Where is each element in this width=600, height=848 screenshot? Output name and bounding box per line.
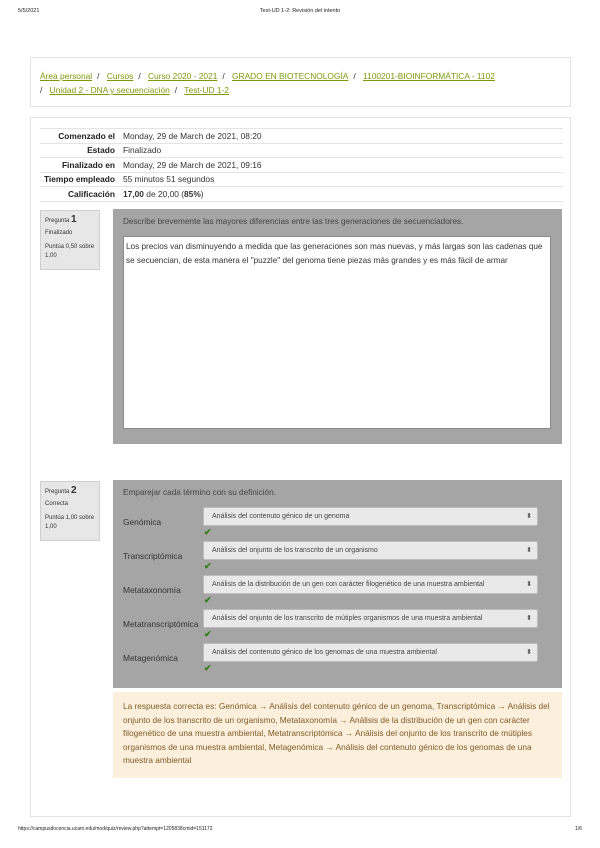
question-number-value: 1 (71, 214, 77, 225)
breadcrumb-courses[interactable]: Cursos (106, 71, 134, 81)
match-selected-value: Análisis del contenuto génico de un genoma (212, 513, 350, 520)
breadcrumb-course[interactable]: 1100201-BIOINFORMÁTICA - 1102 (363, 71, 495, 81)
grade-mid: de 20,00 ( (143, 188, 185, 199)
quiz-review-region (30, 117, 571, 817)
question-number (45, 486, 95, 497)
match-row (123, 541, 552, 575)
match-select[interactable] (203, 609, 538, 628)
question-text: Emparejar cada término con su definición. (123, 488, 276, 497)
grade-end: ) (200, 188, 204, 199)
print-title: Test-UD 1-2: Revisión del intento (259, 8, 341, 14)
summary-label: Calificación (67, 188, 115, 199)
question-number-value: 2 (71, 485, 77, 496)
breadcrumb-separator: / (353, 71, 356, 81)
breadcrumb-degree[interactable]: GRADO EN BIOTECNOLOGÍA (232, 71, 349, 81)
essay-answer-box: Los precios van disminuyendo a medida que las generaciones son mas nuevas, y más largas son las cadenas que se secuencian, de esta manera el "puzzle" del genoma tiene piezas más grandes y es más fácil de armar (123, 236, 551, 429)
breadcrumb-separator: / (138, 71, 141, 81)
question-2-info (40, 481, 100, 541)
match-selected-value: Análisis del contenuto génico de los genomas de una muestra ambiental (212, 649, 437, 656)
match-row (123, 507, 552, 541)
summary-value: Monday, 29 de March de 2021, 08:20 (123, 130, 262, 141)
select-arrows-icon: ⬍ (526, 649, 532, 656)
summary-value: Finalizado (123, 145, 162, 156)
breadcrumb-separator: / (174, 85, 178, 95)
breadcrumb-year[interactable]: Curso 2020 - 2021 (148, 71, 218, 81)
breadcrumb-unit[interactable]: Unidad 2 - DNA y secuenciación (49, 85, 170, 95)
attempt-summary-table (40, 128, 563, 202)
summary-row-started (40, 129, 563, 144)
select-arrows-icon: ⬍ (526, 513, 532, 520)
match-term: Transcriptómica (123, 551, 183, 561)
check-icon: ✔ (204, 663, 212, 673)
match-select[interactable] (203, 643, 538, 662)
right-answer-feedback: La respuesta correcta es: Genómica → Análisis del contenuto génico de un genoma, Transcriptómica → Análisis del onjunto de los transcrito de un organismo, Metataxonomía → Análisis de la distribución de un gen con carácter filogenético de una muestra ambiental, Metatranscriptómica → Análisis del onjunto de los transcrito de mútiples organismos de una muestra ambiental, Metagenómica → Análisis del contenuto génico de los genomas de una muestra ambiental (113, 692, 562, 778)
select-arrows-icon: ⬍ (526, 615, 532, 622)
summary-row-grade (40, 187, 563, 202)
print-date: 5/5/2021 (18, 8, 40, 14)
match-row (123, 609, 552, 643)
question-prefix: Pregunta (45, 218, 70, 224)
check-icon: ✔ (204, 527, 212, 537)
check-icon: ✔ (204, 595, 212, 605)
match-term: Metagenómica (123, 653, 178, 663)
match-term: Metatranscriptómica (123, 619, 199, 629)
print-url: https://campusdocencia.ucam.edu/mod/quiz/review.php?attempt=1205838cmid=151172 (18, 826, 213, 832)
match-term: Genómica (123, 517, 162, 527)
question-state: Finalizado (45, 230, 73, 236)
check-icon: ✔ (204, 561, 212, 571)
breadcrumb (30, 57, 571, 107)
question-2-content (113, 480, 562, 688)
question-grade: Puntúa 0,50 sobre 1,00 (45, 244, 95, 259)
print-page-number: 1/6 (575, 826, 582, 832)
summary-value: Monday, 29 de March de 2021, 09:16 (123, 159, 262, 170)
grade-percent: 85% (184, 188, 201, 199)
match-selected-value: Análisis de la distribución de un gen con carácter filogenético de una muestra ambiental (212, 581, 485, 588)
summary-row-finished (40, 158, 563, 173)
match-row (123, 575, 552, 609)
summary-row-state (40, 143, 563, 158)
match-select[interactable] (203, 575, 538, 594)
select-arrows-icon: ⬍ (526, 547, 532, 554)
check-icon: ✔ (204, 629, 212, 639)
question-grade: Puntúa 1,00 sobre 1,00 (45, 515, 95, 530)
question-number (45, 215, 95, 226)
grade-score: 17,00 (123, 188, 144, 199)
summary-value: 55 minutos 51 segundos (123, 174, 215, 185)
breadcrumb-separator: / (97, 71, 100, 81)
breadcrumb-separator: / (40, 85, 43, 95)
match-selected-value: Análisis del onjunto de los transcrito de un organismo (212, 547, 378, 554)
question-1-content (113, 209, 562, 444)
select-arrows-icon: ⬍ (526, 581, 532, 588)
summary-row-time (40, 172, 563, 187)
summary-grade-value (122, 187, 563, 202)
breadcrumb-separator: / (222, 71, 225, 81)
breadcrumb-quiz[interactable]: Test-UD 1-2 (184, 85, 229, 95)
summary-label: Comenzado el (58, 130, 115, 141)
breadcrumb-home[interactable]: Área personal (40, 71, 93, 81)
question-1-info (40, 210, 100, 270)
question-state: Correcta (45, 501, 69, 507)
summary-label: Estado (87, 145, 115, 156)
match-term: Metataxonomía (123, 585, 181, 595)
print-header (18, 8, 582, 18)
match-row (123, 643, 552, 677)
match-list (123, 507, 552, 677)
match-select[interactable] (203, 507, 538, 526)
summary-label: Tiempo empleado (43, 174, 115, 185)
print-footer (18, 826, 582, 836)
summary-label: Finalizado en (61, 159, 115, 170)
question-text: Describe brevemente las mayores diferencias entre las tres generaciones de secuenciadores. (123, 217, 464, 226)
match-select[interactable] (203, 541, 538, 560)
match-selected-value: Análisis del onjunto de los transcrito de mútiples organismos de una muestra ambiental (212, 615, 483, 622)
question-prefix: Pregunta (45, 489, 70, 495)
